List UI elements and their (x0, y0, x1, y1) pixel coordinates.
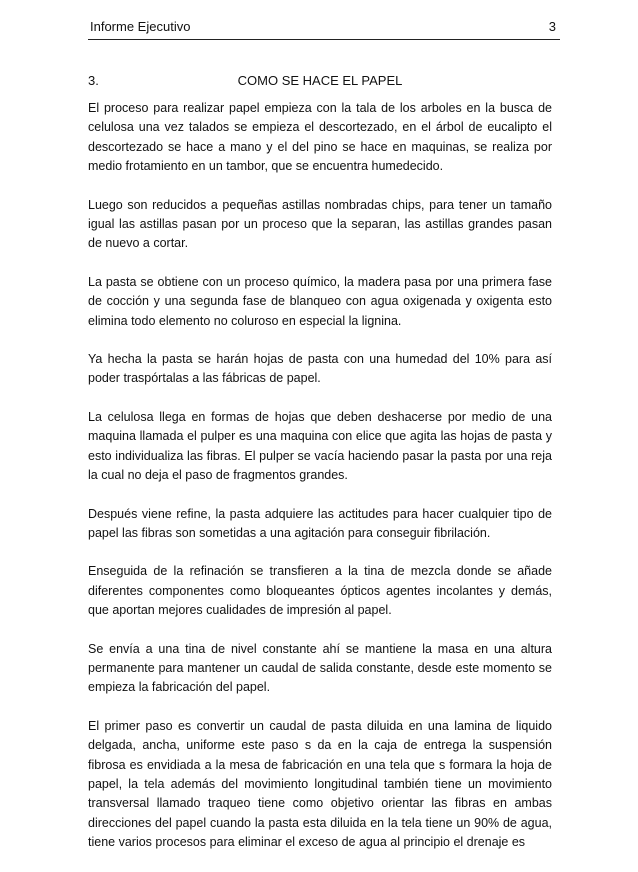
paragraph: La pasta se obtiene con un proceso químico, la madera pasa por una primera fase de cocción y una segunda fase de blanqueo con agua oxigenada y oxigenta esto elimina todo elemento no coluroso en especial la lignina. (88, 274, 552, 328)
paragraph: El proceso para realizar papel empieza con la tala de los arboles en la busca de celulosa una vez talados se empieza el descortezado, en el árbol de eucalipto el descortezado se hace a mano y el del pino se hace en maquinas, se realiza por medio frotamiento en un tambor, que se encuentra humedecido. (88, 101, 552, 174)
section-number: 3. (88, 73, 99, 88)
paragraph: Enseguida de la refinación se transfieren a la tina de mezcla donde se añade diferentes componentes como bloqueantes ópticos agentes incolantes y demás, que aportan mejores cualidades de impresión al papel. (88, 564, 552, 618)
paragraph: La celulosa llega en formas de hojas que deben deshacerse por medio de una maquina llamada el pulper es una maquina con elice que agita las hojas de pasta y esto individualiza las fibras. El pulper se vacía haciendo pasar la pasta por una reja la cual no deja el paso de fragmentos grandes. (88, 409, 552, 483)
paragraph: Después viene refine, la pasta adquiere las actitudes para hacer cualquier tipo de papel las fibras son sometidas a una agitación para conseguir fibrilación. (88, 506, 552, 540)
header-divider (88, 39, 560, 40)
paragraph: El primer paso es convertir un caudal de pasta diluida en una lamina de liquido delgada, ancha, uniforme este paso s da en la caja de entrega la suspensión fibrosa es envidiada a la mesa de fabricación en una tela que s formara la hoja de papel, la tela además del movimiento longitudinal también tiene un movimiento transversal llamado traqueo tiene como objetivo orientar las fibras en ambas direcciones del papel cuando la pasta esta diluida en la tela tiene un 90% de agua, tiene varios procesos para eliminar el exceso de agua al principio el drenaje es (88, 718, 552, 850)
page-number: 3 (548, 19, 556, 34)
paragraph: Luego son reducidos a pequeñas astillas nombradas chips, para tener un tamaño igual las astillas pasan por un proceso que la separan, las astillas grandes pasan de nuevo a cortar. (88, 197, 552, 251)
page-header (90, 19, 556, 41)
body-text (88, 99, 552, 872)
section-title: COMO SE HACE EL PAPEL (237, 73, 403, 88)
paragraph: Se envía a una tina de nivel constante ahí se mantiene la masa en una altura permanente para mantener un caudal de salida constante, desde este momento se empieza la fabricación del papel. (88, 641, 552, 695)
paragraph: Ya hecha la pasta se harán hojas de pasta con una humedad del 10% para así poder traspórtalas a las fábricas de papel. (88, 352, 552, 386)
header-title: Informe Ejecutivo (90, 19, 191, 34)
